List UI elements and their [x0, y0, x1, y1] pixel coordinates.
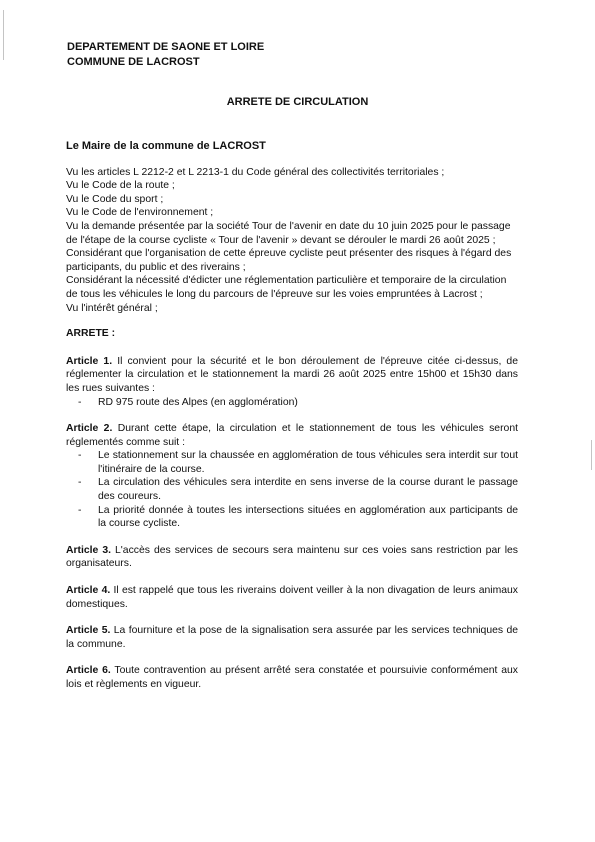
vu-line: Vu l'intérêt général ; — [66, 302, 158, 314]
scan-mark — [3, 10, 4, 60]
bullet-list — [66, 449, 518, 531]
article-6 — [66, 664, 518, 691]
article-1 — [66, 355, 518, 409]
department-name: DEPARTEMENT DE SAONE ET LOIRE — [67, 41, 265, 53]
article-2 — [66, 422, 518, 531]
article-label: Article 4. — [66, 585, 111, 597]
article-label: Article 2. — [66, 423, 113, 435]
scan-mark — [591, 440, 592, 470]
article-3 — [66, 544, 518, 571]
article-text: Toute contravention au présent arrêté sera constatée et poursuivie conformément aux lois et règlements en vigueur. — [66, 665, 518, 690]
commune-name: COMMUNE DE LACROST — [67, 56, 200, 68]
vu-section — [66, 166, 518, 316]
bullet-list — [66, 396, 518, 410]
list-item: - La circulation des véhicules sera interdite en sens inverse de la course durant le passage des coureurs. — [98, 476, 518, 503]
article-text: L'accès des services de secours sera maintenu sur ces voies sans restriction par les organisateurs. — [66, 544, 518, 570]
article-text: Il convient pour la sécurité et le bon déroulement de l'épreuve citée ci-dessus, de réglementer la circulation et le stationnement la mardi 26 août 2025 entre 15h00 et 15h30 dans les rues suivantes : — [66, 355, 518, 394]
vu-line: Vu la demande présentée par la société Tour de l'avenir en date du 10 juin 2025 pour le passage de l'étape de la course cycliste « Tour de l'avenir » devant se dérouler le mardi 26 août 2025 ; — [66, 220, 511, 246]
mayor-heading: Le Maire de la commune de LACROST — [66, 140, 266, 152]
arrete-heading: ARRETE : — [66, 328, 116, 340]
document-header — [67, 40, 264, 70]
article-text: La fourniture et la pose de la signalisation sera assurée par les services techniques de la commune. — [66, 625, 519, 650]
article-4 — [66, 584, 518, 611]
article-label: Article 6. — [66, 665, 111, 677]
vu-line: Considérant que l'organisation de cette épreuve cycliste peut présenter des risques à l'égard des participants, du public et des riverains ; — [66, 248, 512, 273]
article-label: Article 5. — [66, 625, 111, 637]
vu-line: Vu le Code de l'environnement ; — [66, 207, 214, 219]
article-label: Article 3. — [66, 544, 112, 556]
list-item: - Le stationnement sur la chaussée en agglomération de tous véhicules sera interdit sur tout l'itinéraire de la course. — [98, 449, 518, 476]
article-label: Article 1. — [66, 355, 113, 367]
article-5 — [66, 624, 518, 651]
article-text: Durant cette étape, la circulation et le stationnement de tous les véhicules seront réglementés comme suit : — [66, 423, 518, 448]
list-item: - RD 975 route des Alpes (en agglomération) — [98, 396, 518, 410]
list-item: - La priorité donnée à toutes les intersections situées en agglomération aux participants de la course cycliste. — [98, 504, 518, 531]
vu-line: Vu le Code de la route ; — [66, 180, 175, 192]
document-title: ARRETE DE CIRCULATION — [226, 96, 369, 108]
vu-line: Vu le Code du sport ; — [66, 193, 164, 205]
article-text: Il est rappelé que tous les riverains doivent veiller à la non divagation de leurs animaux domestiques. — [66, 585, 518, 610]
vu-line: Considérant la nécessité d'édicter une réglementation particulière et temporaire de la circulation de tous les véhicules le long du parcours de l'épreuve sur les voies empruntées à Lacrost ; — [66, 275, 507, 300]
document-body — [66, 140, 518, 705]
vu-line: Vu les articles L 2212-2 et L 2213-1 du Code général des collectivités territoriales ; — [66, 166, 445, 178]
